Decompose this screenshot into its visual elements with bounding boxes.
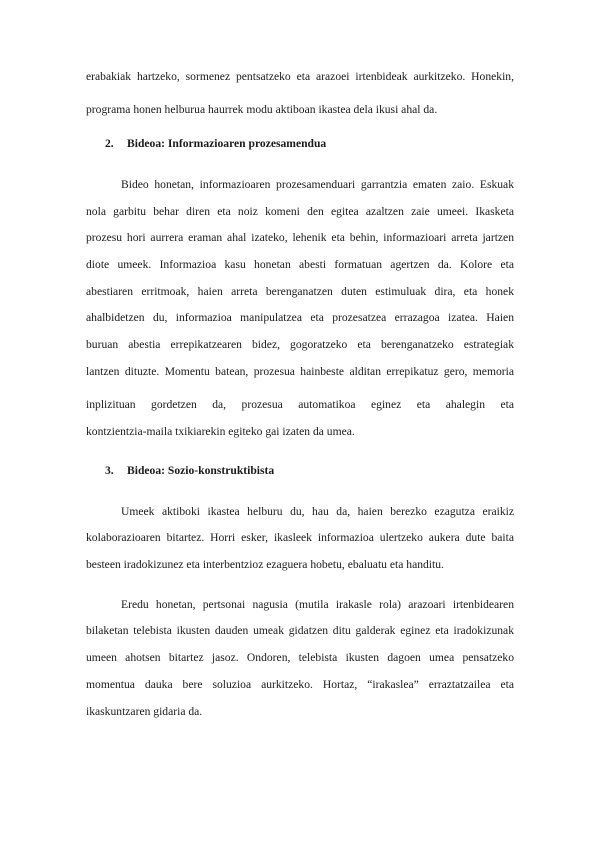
paragraph-line: nola garbitu behar diren eta noiz komeni den egitea azaltzen zaie umeei. Ikasketa	[86, 205, 514, 218]
paragraph-line: kolaborazioaren bitartez. Horri esker, ikasleek informazioa ulertzeko aukera dute baita	[86, 531, 514, 544]
section-heading	[105, 137, 326, 151]
paragraph-line: buruan abestia errepikatzearen bidez, gogoratzeko eta berenganatzeko estrategiak	[86, 338, 514, 351]
paragraph-line: besteen iradokizunez eta interbentzioz ezaguera hobetu, ebaluatu eta handitu.	[86, 558, 444, 571]
paragraph-line: Umeek aktiboki ikastea helburu du, hau da, haien berezko ezagutza eraikiz	[121, 505, 514, 518]
paragraph-line: momentua dauka bere soluzioa aurkitzeko. Hortaz, “irakaslea” erraztatzailea eta	[86, 678, 514, 691]
paragraph-line: Eredu honetan, pertsonai nagusia (mutila irakasle rola) arazoari irtenbidearen	[121, 598, 514, 611]
paragraph-line: ahalbidetzen du, informazioa manipulatzea eta prozesatzea errazagoa izatea. Haien	[86, 311, 514, 324]
paragraph-line: bilaketan telebista ikusten dauden umeak gidatzen ditu galderak eginez eta iradokizunak	[86, 624, 514, 637]
section-title: Bideoa: Informazioaren prozesamendua	[127, 137, 327, 150]
section-heading	[105, 464, 274, 478]
paragraph-line: inplizituan gordetzen da, prozesua automatikoa eginez eta ahalegin eta	[86, 398, 514, 411]
paragraph-line: lantzen dituzte. Momentu batean, prozesua hainbeste alditan errepikatuz gero, memoria	[86, 365, 514, 378]
paragraph-line: abestiaren erritmoak, haien arreta berenganatzen duten estimuluak dira, eta honek	[86, 285, 514, 298]
paragraph-line: Bideo honetan, informazioaren prozesamenduari garrantzia ematen zaio. Eskuak	[121, 178, 514, 191]
paragraph-line: erabakiak hartzeko, sormenez pentsatzeko eta arazoei irtenbideak aurkitzeko. Honekin,	[86, 70, 514, 83]
section-title: Bideoa: Sozio-konstruktibista	[127, 464, 275, 477]
paragraph-line: diote umeek. Informazioa kasu honetan abesti formatuan agertzen da. Kolore eta	[86, 258, 514, 271]
section-number: 2.	[105, 137, 114, 150]
paragraph-line: ikaskuntzaren gidaria da.	[86, 705, 203, 718]
paragraph-line: kontzientzia-maila txikiarekin egiteko gai izaten da umea.	[86, 425, 355, 438]
paragraph-line: programa honen helburua haurrek modu aktiboan ikastea dela ikusi ahal da.	[86, 103, 438, 116]
paragraph-line: prozesu hori aurrera eraman ahal izateko, lehenik eta behin, informazioari arreta jartzen	[86, 231, 514, 244]
section-number: 3.	[105, 464, 114, 477]
paragraph-line: umeen ahotsen bitartez jasoz. Ondoren, telebista ikusten dagoen umea pensatzeko	[86, 651, 514, 664]
